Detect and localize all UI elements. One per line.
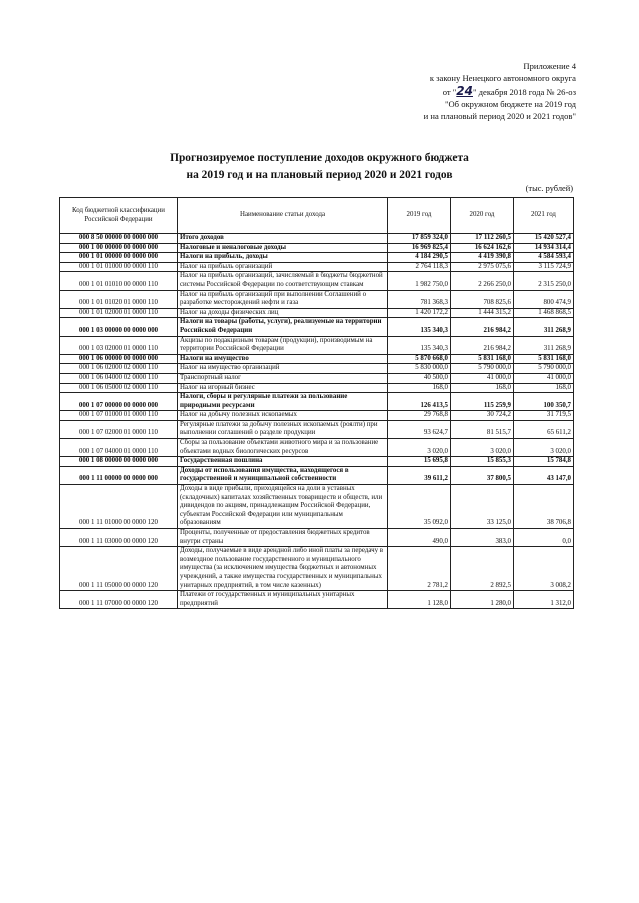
title-line2: на 2019 год и на плановый период 2020 и 2021 годов: [186, 169, 453, 181]
table-row: [60, 290, 574, 308]
cell-2021: 3 115 724,9: [514, 262, 574, 272]
cell-2019: 1 420 172,2: [388, 308, 451, 318]
cell-code: 000 1 11 03000 00 0000 120: [60, 529, 178, 547]
table-row: [60, 529, 574, 547]
table-row: [60, 457, 574, 467]
date-suffix: " декабря 2018 года № 26-оз: [473, 86, 576, 97]
cell-2019: 1 982 750,0: [388, 272, 451, 290]
document-title: [0, 150, 639, 184]
cell-2019: 2 781,2: [388, 547, 451, 591]
cell-2019: 93 624,7: [388, 420, 451, 438]
table-row: [60, 420, 574, 438]
cell-2021: 38 706,8: [514, 485, 574, 529]
cell-2021: 0,0: [514, 529, 574, 547]
table-row: [60, 336, 574, 354]
cell-2019: 781 368,3: [388, 290, 451, 308]
cell-2019: 17 859 324,0: [388, 234, 451, 244]
cell-2021: 14 934 314,4: [514, 243, 574, 253]
cell-name: Платежи от государственных и муниципальных унитарных предприятий: [178, 591, 388, 609]
title-line1: Прогнозируемое поступление доходов окружного бюджета: [170, 152, 469, 164]
header-2020: 2020 год: [451, 198, 514, 234]
cell-code: 000 8 50 00000 00 0000 000: [60, 234, 178, 244]
header-2021: 2021 год: [514, 198, 574, 234]
units-label: (тыс. рублей): [525, 184, 573, 193]
revenue-table: [59, 197, 574, 609]
cell-2019: 16 969 825,4: [388, 243, 451, 253]
cell-code: 000 1 11 05000 00 0000 120: [60, 547, 178, 591]
cell-2019: 5 870 668,0: [388, 354, 451, 364]
cell-2020: 2 266 250,0: [451, 272, 514, 290]
appendix-line5: и на плановый период 2020 и 2021 годов": [423, 111, 576, 122]
cell-name: Доходы в виде прибыли, приходящейся на доли в уставных (складочных) капиталах хозяйственных товариществ и обществ, или дивидендов по акциям, принадлежащим Российской Федерации, субъектам Российской Федерации или муниципальным образованиям: [178, 485, 388, 529]
date-prefix: от ": [442, 86, 457, 97]
cell-name: Налоговые и неналоговые доходы: [178, 243, 388, 253]
date-day-handwritten: 24: [456, 83, 473, 98]
table-row: [60, 547, 574, 591]
table-row: [60, 318, 574, 336]
table-body: [60, 234, 574, 609]
cell-2019: 1 128,0: [388, 591, 451, 609]
cell-name: Доходы от использования имущества, находящегося в государственной и муниципальной собственности: [178, 466, 388, 484]
cell-2019: 35 092,0: [388, 485, 451, 529]
cell-name: Налоги на прибыль, доходы: [178, 253, 388, 263]
cell-2020: 30 724,2: [451, 411, 514, 421]
cell-2021: 5 790 000,0: [514, 364, 574, 374]
cell-code: 000 1 01 00000 00 0000 000: [60, 253, 178, 263]
cell-code: 000 1 07 00000 00 0000 000: [60, 393, 178, 411]
cell-2020: 1 444 315,2: [451, 308, 514, 318]
appendix-line4: "Об окружном бюджете на 2019 год: [444, 98, 576, 109]
cell-2019: 3 020,0: [388, 439, 451, 457]
appendix-date-line: [276, 85, 576, 98]
cell-code: 000 1 06 00000 00 0000 000: [60, 354, 178, 364]
cell-2020: 2 892,5: [451, 547, 514, 591]
table-row: [60, 243, 574, 253]
table-row: [60, 253, 574, 263]
cell-2021: 168,0: [514, 383, 574, 393]
cell-code: 000 1 07 04000 01 0000 110: [60, 439, 178, 457]
cell-name: Итого доходов: [178, 234, 388, 244]
cell-name: Налог на прибыль организаций при выполнении Соглашений о разработке месторождений нефти и газа: [178, 290, 388, 308]
cell-2021: 5 831 168,0: [514, 354, 574, 364]
table-row: [60, 364, 574, 374]
cell-code: 000 1 01 01010 00 0000 110: [60, 272, 178, 290]
cell-2020: 383,0: [451, 529, 514, 547]
cell-2021: 43 147,0: [514, 466, 574, 484]
cell-2019: 5 830 000,0: [388, 364, 451, 374]
cell-name: Транспортный налог: [178, 373, 388, 383]
cell-2020: 16 624 162,6: [451, 243, 514, 253]
appendix-line2: к закону Ненецкого автономного округа: [429, 73, 576, 84]
cell-2021: 311 268,9: [514, 318, 574, 336]
cell-2020: 17 112 260,5: [451, 234, 514, 244]
cell-code: 000 1 06 04000 02 0000 110: [60, 373, 178, 383]
cell-2021: 65 611,2: [514, 420, 574, 438]
cell-code: 000 1 03 00000 00 0000 000: [60, 318, 178, 336]
table-row: [60, 591, 574, 609]
table-row: [60, 466, 574, 484]
cell-2021: 1 468 868,5: [514, 308, 574, 318]
appendix-header: [276, 60, 576, 122]
cell-2020: 168,0: [451, 383, 514, 393]
cell-code: 000 1 01 01020 01 0000 110: [60, 290, 178, 308]
cell-2021: 4 584 593,4: [514, 253, 574, 263]
header-code: Код бюджетной классификации Российской Федерации: [60, 198, 178, 234]
cell-2021: 41 000,0: [514, 373, 574, 383]
table-row: [60, 485, 574, 529]
cell-2021: 31 719,5: [514, 411, 574, 421]
cell-code: 000 1 06 05000 02 0000 110: [60, 383, 178, 393]
cell-2020: 81 515,7: [451, 420, 514, 438]
cell-2020: 5 831 168,0: [451, 354, 514, 364]
cell-code: 000 1 01 01000 00 0000 110: [60, 262, 178, 272]
table-row: [60, 411, 574, 421]
cell-2019: 4 184 290,5: [388, 253, 451, 263]
cell-name: Налоги, сборы и регулярные платежи за пользование природными ресурсами: [178, 393, 388, 411]
cell-2020: 3 020,0: [451, 439, 514, 457]
cell-2021: 3 008,2: [514, 547, 574, 591]
cell-name: Акцизы по подакцизным товарам (продукции), производимым на территории Российской Федерации: [178, 336, 388, 354]
cell-2021: 2 315 250,0: [514, 272, 574, 290]
cell-2019: 29 768,8: [388, 411, 451, 421]
cell-2020: 5 790 000,0: [451, 364, 514, 374]
cell-2019: 168,0: [388, 383, 451, 393]
cell-name: Проценты, полученные от предоставления бюджетных кредитов внутри страны: [178, 529, 388, 547]
table-row: [60, 234, 574, 244]
cell-2020: 33 125,0: [451, 485, 514, 529]
table-row: [60, 373, 574, 383]
table-row: [60, 439, 574, 457]
cell-2021: 800 474,9: [514, 290, 574, 308]
cell-name: Регулярные платежи за добычу полезных ископаемых (роялти) при выполнении соглашений о разделе продукции: [178, 420, 388, 438]
table-row: [60, 354, 574, 364]
cell-2020: 41 000,0: [451, 373, 514, 383]
table-row: [60, 383, 574, 393]
cell-name: Налог на имущество организаций: [178, 364, 388, 374]
cell-2019: 490,0: [388, 529, 451, 547]
cell-2020: 4 419 390,8: [451, 253, 514, 263]
cell-2020: 15 855,3: [451, 457, 514, 467]
cell-2021: 1 312,0: [514, 591, 574, 609]
cell-name: Доходы, получаемые в виде арендной либо иной платы за передачу в возмездное пользование государственного и муниципального имущества (за исключением имущества бюджетных и автономных учреждений, а также имущества государственных и муниципальных унитарных предприятий, в том числе казенных): [178, 547, 388, 591]
table-row: [60, 308, 574, 318]
cell-2020: 115 259,9: [451, 393, 514, 411]
cell-code: 000 1 11 00000 00 0000 000: [60, 466, 178, 484]
cell-2019: 135 340,3: [388, 318, 451, 336]
cell-2020: 708 825,6: [451, 290, 514, 308]
cell-code: 000 1 07 02000 01 0000 110: [60, 420, 178, 438]
cell-code: 000 1 00 00000 00 0000 000: [60, 243, 178, 253]
cell-name: Сборы за пользование объектами животного мира и за пользование объектами водных биологических ресурсов: [178, 439, 388, 457]
table-row: [60, 262, 574, 272]
cell-code: 000 1 07 01000 01 0000 110: [60, 411, 178, 421]
cell-2021: 311 268,9: [514, 336, 574, 354]
cell-code: 000 1 01 02000 01 0000 110: [60, 308, 178, 318]
cell-2019: 15 695,8: [388, 457, 451, 467]
cell-2019: 135 340,3: [388, 336, 451, 354]
cell-code: 000 1 08 00000 00 0000 000: [60, 457, 178, 467]
table-row: [60, 272, 574, 290]
cell-name: Налог на добычу полезных ископаемых: [178, 411, 388, 421]
cell-name: Государственная пошлина: [178, 457, 388, 467]
cell-2021: 3 020,0: [514, 439, 574, 457]
cell-name: Налог на прибыль организаций, зачисляемый в бюджеты бюджетной системы Российской Федерации по соответствующим ставкам: [178, 272, 388, 290]
cell-2020: 37 800,5: [451, 466, 514, 484]
cell-2019: 40 500,0: [388, 373, 451, 383]
cell-2019: 39 611,2: [388, 466, 451, 484]
cell-2020: 2 975 075,6: [451, 262, 514, 272]
cell-2021: 15 784,8: [514, 457, 574, 467]
table-header-row: [60, 198, 574, 234]
cell-2021: 100 350,7: [514, 393, 574, 411]
cell-2019: 126 413,5: [388, 393, 451, 411]
cell-name: Налог на игорный бизнес: [178, 383, 388, 393]
cell-2019: 2 764 118,3: [388, 262, 451, 272]
cell-name: Налоги на товары (работы, услуги), реализуемые на территории Российской Федерации: [178, 318, 388, 336]
appendix-line1: Приложение 4: [523, 61, 576, 71]
cell-name: Налог на доходы физических лиц: [178, 308, 388, 318]
cell-code: 000 1 03 02000 01 0000 110: [60, 336, 178, 354]
cell-2020: 216 984,2: [451, 318, 514, 336]
header-name: Наименование статьи дохода: [178, 198, 388, 234]
table-row: [60, 393, 574, 411]
cell-code: 000 1 06 02000 02 0000 110: [60, 364, 178, 374]
cell-2020: 216 984,2: [451, 336, 514, 354]
cell-2021: 15 420 527,4: [514, 234, 574, 244]
cell-name: Налоги на имущество: [178, 354, 388, 364]
cell-2020: 1 280,0: [451, 591, 514, 609]
cell-code: 000 1 11 01000 00 0000 120: [60, 485, 178, 529]
cell-code: 000 1 11 07000 00 0000 120: [60, 591, 178, 609]
header-2019: 2019 год: [388, 198, 451, 234]
cell-name: Налог на прибыль организаций: [178, 262, 388, 272]
